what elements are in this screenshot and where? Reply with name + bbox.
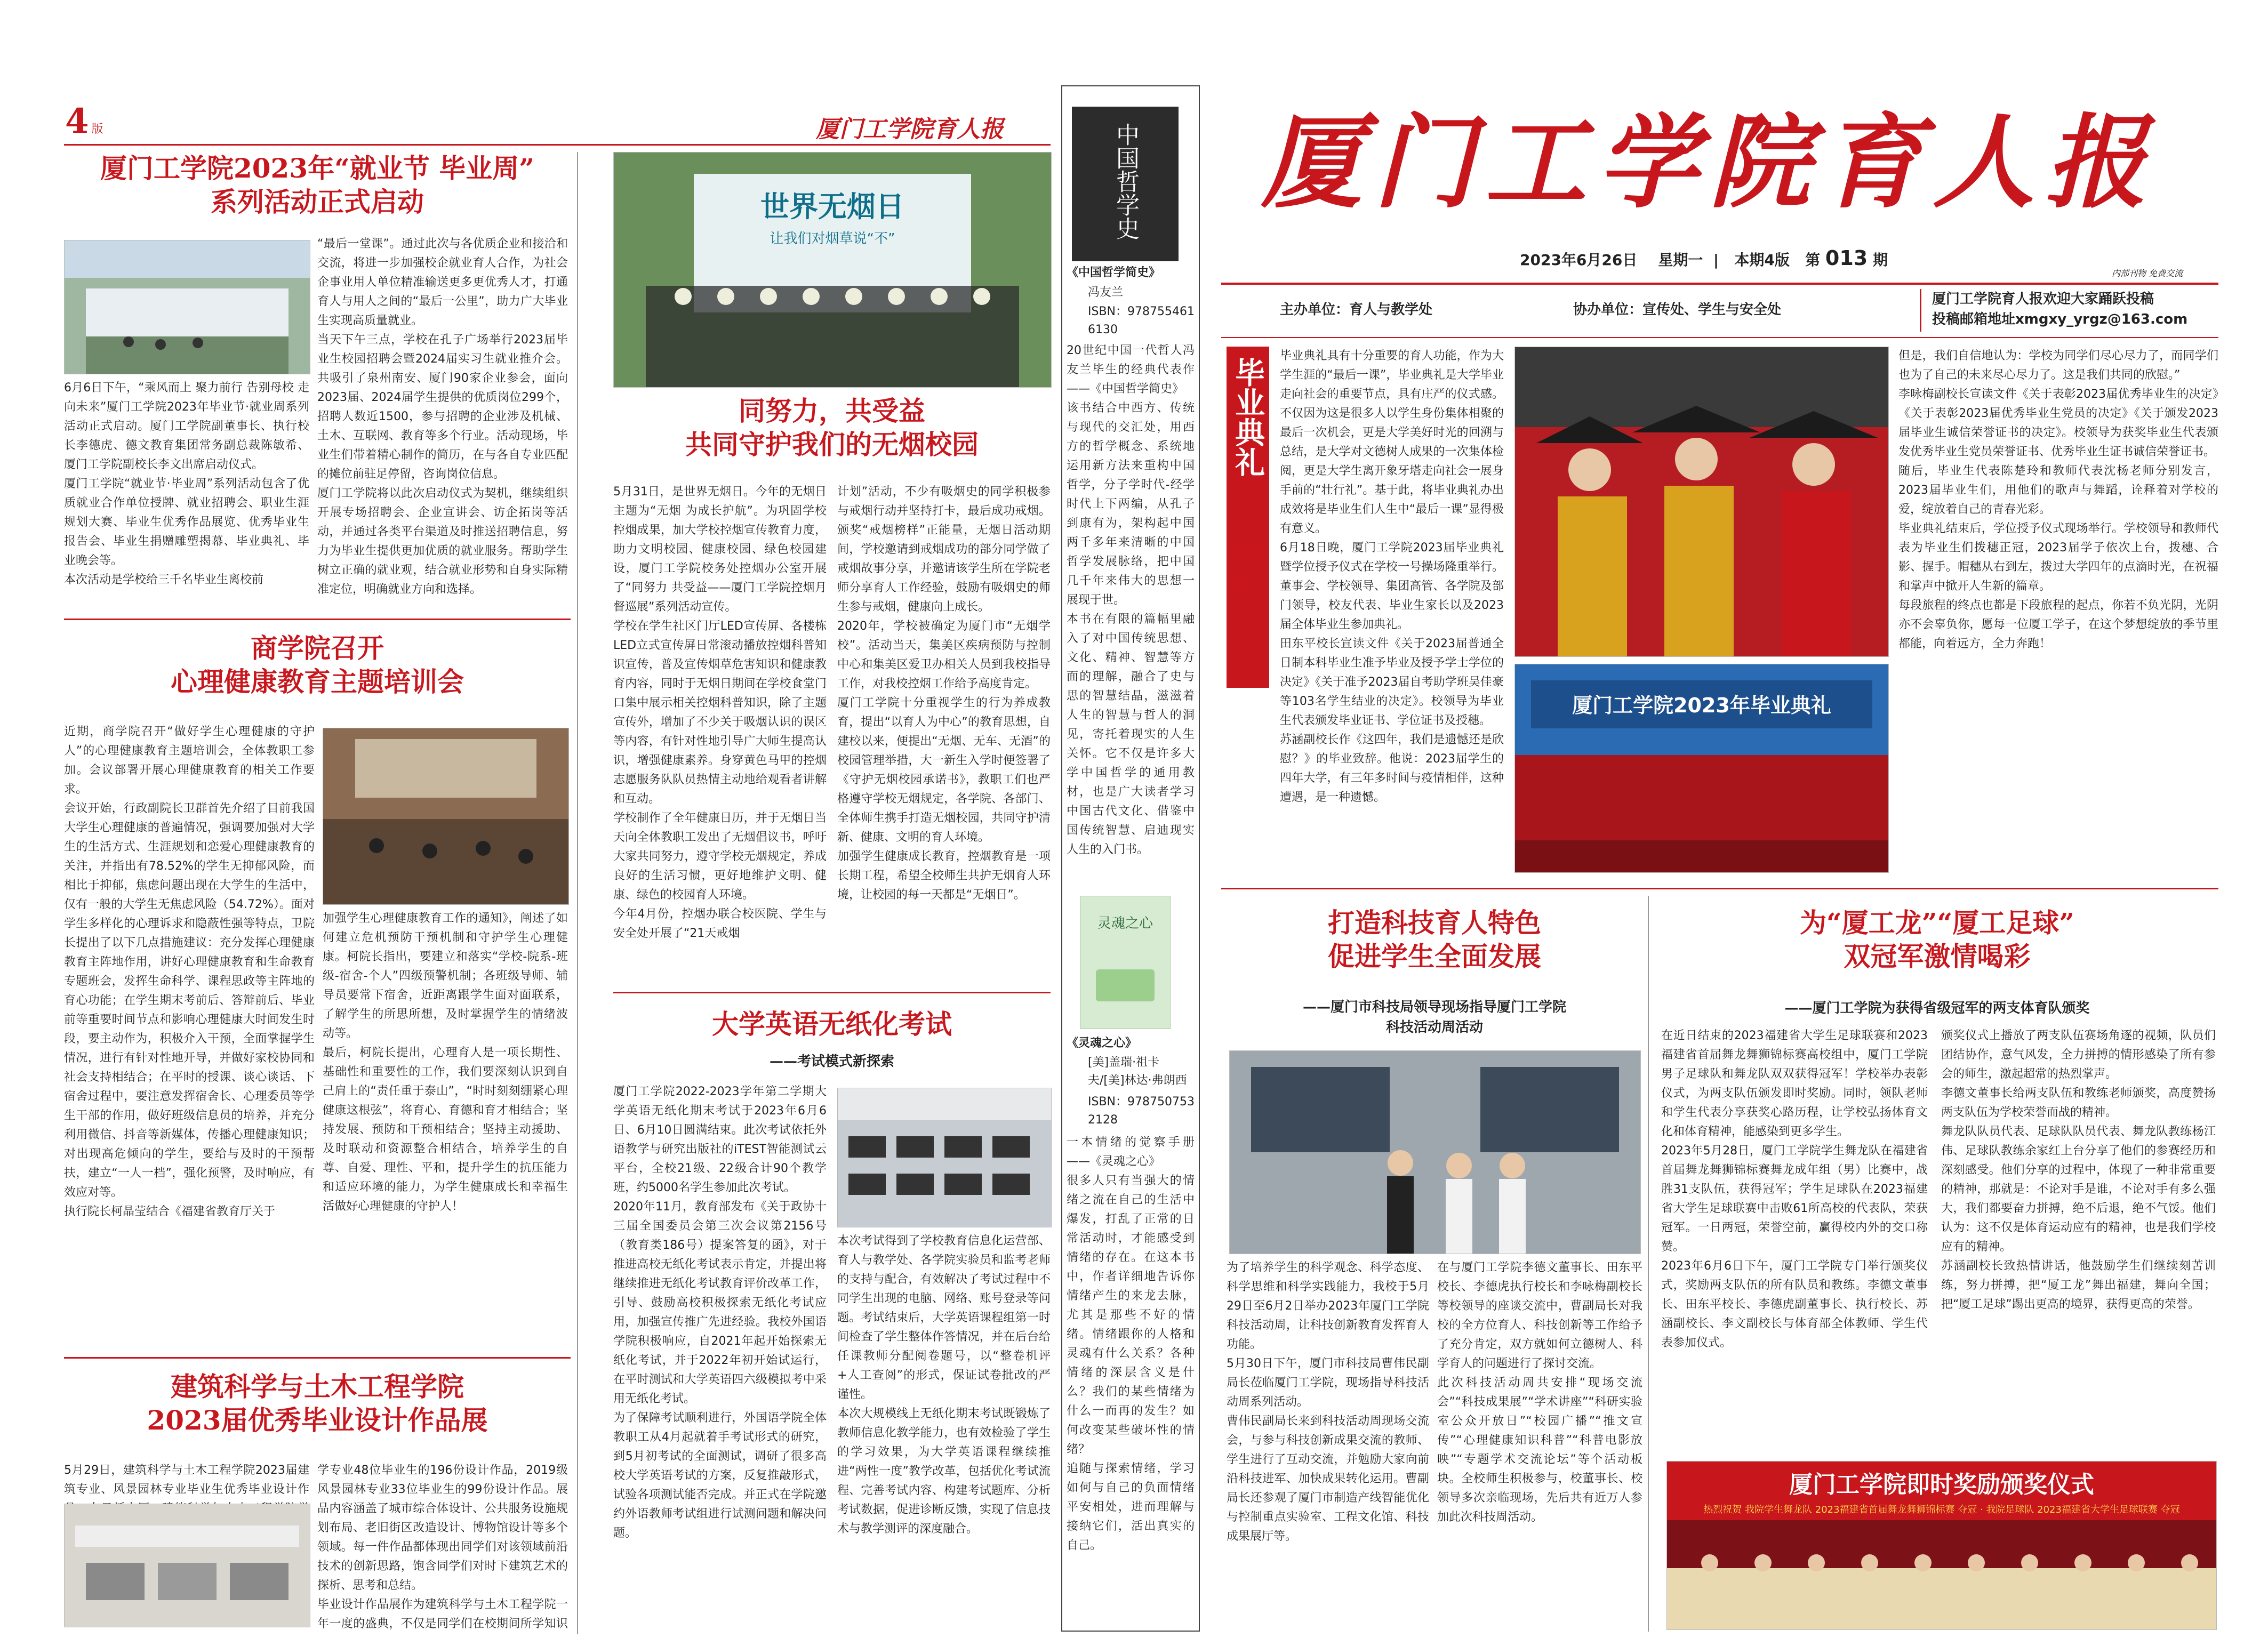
award-banner-subtitle: 热烈祝贺 我院学生舞龙队 2023福建省首届舞龙舞狮锦标赛 夺冠 · 我院足球队 2023福建省大学生足球联赛 夺冠 [1703, 1504, 2180, 1515]
award-banner-title: 厦门工学院即时奖励颁奖仪式 [1789, 1471, 2094, 1498]
book-isbn: ISBN：9787507532128 [1088, 1095, 1195, 1127]
article-body: 为了培养学生的科学观念、科学态度、科学思维和科学实践能力，我校于5月29日至6月2日举办2023年厦门工学院科技活动周，让科技创新教育发挥育人功能。 5月30日下午，厦门市科技局曹伟民副局长莅临厦门工学院，现场指导科技活动周系列活动。 曹伟民副局长来到科技活动周现场交流会，与参与科技创新成果交流的教师、学生进行了互动交流，并勉励大家向前沿科技进军、加快成果转化运用。曹副局长还参观了厦门市制造产线智能优化与控制重点实验室、工程文化馆、科技成果展厅等。 [1227, 1261, 1429, 1543]
issue-date: 2023年6月26日 [1520, 251, 1638, 269]
book-cover-chinese-philosophy: 中国哲学史 [1072, 107, 1179, 261]
book-review: 一本情绪的觉察手册——《灵魂之心》 很多人只有当强大的情绪之流在自己的生活中爆发，打乱了正常的日常活动时，才能感受到情绪的存在。在这本书中，作者详细地告诉你情绪产生的来龙去脉，尤其是那些不好的情绪。情绪跟你的人格和灵魂有什么关系？各种情绪的深层含义是什么？我们的某些情绪为什么一而再的发生？如何改变某些破坏性的情绪？ 追随与探索情绪，学习如何与自己的负面情绪平安相处，进而理解与接纳它们，活出真实的自己。 [1067, 1136, 1195, 1552]
divider [1221, 888, 2218, 889]
article-body: 5月29日，建筑科学与土木工程学院2023届建筑专业、风景园林专业毕业生优秀毕业设计作 [64, 1464, 309, 1496]
header-rule [64, 144, 1051, 146]
photo-training-meeting [323, 728, 569, 905]
issue-info: 2023年6月26日 星期一 | 本期4版 第 013 期 [1520, 246, 1888, 270]
vertical-title-graduation: 毕业典礼 [1227, 347, 1269, 688]
contribution-notice: 厦门工学院育人报欢迎大家踊跃投稿 投稿邮箱地址xmgxy_yrgz@163.com [1920, 289, 2218, 332]
article-title-design-exhibition: 建筑科学与土木工程学院 2023届优秀毕业设计作品展 [147, 1371, 488, 1436]
photo-no-smoking-group [613, 152, 1052, 388]
book-author: 冯友兰 [1088, 286, 1124, 299]
article-body: 近期，商学院召开“做好学生心理健康的守护人”的心理健康教育主题培训会，全体教职工参加。会议部署开展心理健康教育的相关工作要求。 会议开始，行政副院长卫群首先介绍了目前我国大学生心理健康的普遍情况，强调要加强对大学生的生活方式、生涯规划和恋爱心理健康教育的关注，并指出有78.52%的学生无抑郁风险，而相比于抑郁，焦虑问题出现在大学生的生活中，仅有一般的大学生无焦虑风险（54.72%）。面对学生多样化的心理诉求和隐蔽性强等特点，卫院长提出了以下几点措施建议：充分发挥心理健康教育主阵地作用，讲好心理健康教育和生命教育专题班会，发挥生命科学、课程思政等主阵地的育心功能；在学生期末考前后、答辩前后、毕业前等重要时间节点和影响心理健康大时间发生时段，要主动作为，积极介入干预，全面掌握学生情况，进行有针对性地开导，并做好家校协同和社会支持相结合；在平时的授课、谈心谈话、下宿舍过程中，要注意发挥宿舍长、心理委员等学生干部的作用，做好班级信息员的培养，并充分利用微信、抖音等新媒体，传播心理健康知识；对出现高危倾向的学生，要给与及时的干预帮扶，建立“一人一档”，强化预警，及时响应，有效应对等。 执行院长柯晶莹结合《福建省教育厅关于 [64, 725, 315, 1218]
graduation-banner-text: 厦门工学院2023年毕业典礼 [1572, 694, 1831, 717]
article-body: 5月31日，是世界无烟日。今年的无烟日主题为“无烟 为成长护航”。为巩固学校控烟成果，加大学校控烟宣传教育力度，助力文明校园、健康校园、绿色校园建设，厦门工学院校务处控烟办公室开展了“同努力 共受益——厦门工学院控烟月督巡展”系列活动宣传。 学校在学生社区门厅LED宣传屏、各楼栋LED立式宣传屏日常滚动播放控烟科普知识宣传，普及宣传烟草危害知识和健康教育内容，同时于无烟日期间在学校食堂门口集中展示相关控烟科普知识，除了主题宣传外，增加了不少关于吸烟认识的误区等内容，有针对性地引导广大师生提高认识，增强健康素养。身穿黄色马甲的控烟志愿服务队队员热情主动地给观看者讲解和互动。 学校制作了全年健康日历，并于无烟日当天向全体教职工发出了无烟倡议书，呼吁大家共同努力，遵守学校无烟规定，养成良好的生活习惯，更好地维护文明、健康、绿色的校园育人环境。 今年4月份，控烟办联合校医院、学生与安全处开展了“21天戒烟 [613, 485, 827, 940]
cohost-unit: 协办单位：宣传处、学生与安全处 [1573, 302, 1782, 318]
article-subtitle: ——考试模式新探索 [769, 1054, 894, 1070]
book-isbn: ISBN：9787554616130 [1088, 305, 1195, 336]
photo-job-fair-opening [64, 240, 310, 374]
book-cover-heart-of-soul: 灵魂之心 [1080, 896, 1171, 1029]
article-title-no-smoking: 同努力，共受益 共同守护我们的无烟校园 [685, 395, 979, 460]
photo-award-ceremony [1666, 1461, 2217, 1630]
article-title-employment-week: 厦门工学院2023年“就业节 毕业周” 系列活动正式启动 [100, 152, 535, 218]
small-masthead: 厦门工学院育人报 [816, 116, 1004, 142]
article-body: 本次考试得到了学校教育信息化运营部、育人与教学处、各学院实验员和监考老师的支持与配合，有效解决了考试过程中不同学生出现的电脑、网络、账号登录等问题。考试结束后，大学英语课程组第一时间检查了学生整体作答情况，并在后台给任课教师分配阅卷题号，以“整卷机评+人工查阅”的形式，保证试卷批改的严谨性。 本次大规模线上无纸化期末考试既锻炼了教师信息化教学能力，也有效检验了学生的学习效果，为大学英语课程继续推进“两性一度”教学改革，包括优化考试流程、完善考试内容、构建考试题库、分析考试数据，促进诊断反馈，实现了信息技术与教学测评的深度融合。 [837, 1234, 1051, 1536]
article-title-double-champion: 为“厦工龙”“厦工足球” 双冠军激情喝彩 [1799, 907, 2075, 972]
book-title: 《中国哲学简史》 [1067, 266, 1161, 279]
issue-weekday: 星期一 [1658, 251, 1703, 269]
article-body: 加强学生心理健康教育工作的通知》，阐述了如何建立危机预防干预机制和守护学生心理健康。柯院长指出，要建立和落实“学校-院系-班级-宿舍-个人”四级预警机制；各班级导师、辅导员要常下宿舍，近距离跟学生面对面联系，了解学生的所思所想，及时掌握学生的情绪波动等。 最后，柯院长提出，心理育人是一项长期性、基础性和重要性的工作，我们要深刻认识到自己肩上的“责任重于泰山”，“时时刻刻绷紧心理健康这根弦”，将育心、育德和育才相结合；坚持发展、预防和干预相结合；坚持主动援助、及时联动和资源整合相结合，培养学生的自尊、自爱、理性、平和，提升学生的抗压能力和适应环境的能力，为学生健康成长和幸福生活做好心理健康的守护人！ [323, 912, 568, 1213]
host-unit: 主办单位：育人与教学处 [1280, 302, 1433, 318]
photo-graduation-ceremony [1514, 347, 1889, 657]
article-title-paperless-exam: 大学英语无纸化考试 [712, 1008, 952, 1040]
no-smoking-banner-sub: 让我们对烟草说“不” [770, 231, 895, 247]
book-title: 《灵魂之心》 [1067, 1037, 1137, 1050]
masthead-title: 厦门工学院育人报 [1261, 103, 2157, 222]
column-divider [1648, 896, 1649, 1632]
column-divider [577, 152, 578, 1634]
issue-pages: 本期4版 [1734, 251, 1790, 269]
divider [64, 1357, 571, 1359]
page-number: 4 版 [65, 101, 103, 141]
article-title-mental-health: 商学院召开 心理健康教育主题培训会 [171, 632, 464, 697]
masthead-tags: 内部刊物 免费交流 [2112, 268, 2183, 278]
vertical-title-last-lesson: 大学最后一课 [1230, 480, 1265, 659]
article-body: 厦门工学院2022-2023学年第二学期大学英语无纸化期末考试于2023年6月6日、6月10日圆满结束。此次考试依托外语教学与研究出版社的iTEST智能测试云平台，全校21级、22级合计90个教学班，约5000名学生参加此次考试。 2020年11月，教育部发布《关于政协十三届全国委员会第三次会议第2156号（教育类186号）提案答复的函》，对于推进高校无纸化考试表示肯定，并提出将继续推进无纸化考试教育评价改革工作，引导、鼓励高校积极探索无纸化考试应用，加强宣传推广先进经验。我校外国语学院积极响应，自2021年起开始探索无纸化考试，并于2022年初开始试运行，在平时测试和大学英语四六级模拟考中采用无纸化考试。 为了保障考试顺利进行，外国语学院全体教职工从4月起就着手考试形式的研究，到5月初考试的全面测试，调研了很多高校大学英语考试的方案，反复推敲形式，试验各项测试能否完成。并正式在学院邀约外语教师考试组进行试测问题和解决问题。 [613, 1085, 827, 1540]
masthead-rule [1221, 283, 2218, 285]
photo-computer-exam-room [837, 1088, 1052, 1227]
book-review: 20世纪中国一代哲人冯友兰毕生的经典代表作——《中国哲学简史》 该书结合中西方、传统与现代的交汇处，用西方的哲学概念、系统地运用新方法来重构中国哲学，分子学时代-经学时代上下两编，从孔子到康有为，架构起中国两千多年来清晰的中国哲学发展脉络，把中国几千年来伟大的思想一展现于世。 本书在有限的篇幅里融入了对中国传统思想、文化、精神、智慧等方面的理解，融合了史与思的智慧结晶，滋滋着人生的智慧与哲人的洞见，寄托着现实的人生关怀。它不仅是许多大学中国哲学的通用教材，也是广大读者学习中国古代文化、借鉴中国传统智慧、启迪现实人生的入门书。 [1067, 344, 1195, 856]
article-subtitle: ——厦门市科技局领导现场指导厦门工学院 科技活动周活动 [1302, 999, 1566, 1035]
divider [64, 619, 571, 620]
article-body: 毕业典礼具有十分重要的育人功能，作为大学生涯的“最后一课”，毕业典礼是大学毕业走向社会的重要节点，具有庄严的仪式感。不仅因为这是很多人以学生身份集体相聚的最后一次机会，更是大学美好时光的回溯与总结，是大学对文德树人成果的一次集体检阅，更是大学生离开象牙塔走向社会一展身手前的“壮行礼”。基于此，将毕业典礼办出成效将是毕业生们人生中“最后一课”显得极有意义。 6月18日晚，厦门工学院2023届毕业典礼暨学位授予仪式在学校一号操场隆重举行。董事会、学校领导、集团高管、各学院及部门领导，校友代表、毕业生家长以及2023届全体毕业生参加典礼。 田东平校长宣读文件《关于2023届普通全日制本科毕业生准予毕业及授予学士学位的决定》《关于准予2023届自考助学班吴佳豪等103名学生结业的决定》。校领导为毕业生代表颁发毕业证书、学位证书及授穗。 苏涵副校长作《这四年，我们是遗憾还是欣慰？》的毕业致辞。他说：2023届学生的四年大学，有三年多时间与疫情相伴，这种遭遇，是一种遗憾。 [1280, 349, 1504, 804]
article-body: 6月6日下午，“乘风而上 聚力前行 告别母校 走向未来”厦门工学院2023年毕业节·就业周系列活动正式启动。厦门工学院副董事长、执行校长李德虎、德文教育集团常务副总裁陈敏希、厦门工学院副校长李文出席启动仪式。 厦门工学院“就业节·毕业周”系列活动包含了优质就业合作单位授牌、就业招聘会、职业生涯规划大赛、毕业生优秀作品展览、优秀毕业生报告会、毕业生捐赠雕塑揭幕、毕业典礼、毕业晚会等。 本次活动是学校给三千名毕业生离校前 [64, 381, 309, 587]
photo-science-week-visit [1229, 1050, 1641, 1254]
article-body: 颁奖仪式上播放了两支队伍赛场角逐的视频，队员们团结协作，意气风发，全力拼搏的情形感染了所有参会的师生，激起超常的热烈掌声。 李德文董事长给两支队伍和教练老师颁奖，高度赞扬两支队伍为学校荣誉而战的精神。 舞龙队队员代表、足球队队员代表、舞龙队教练杨江伟、足球队教练余家红上台分享了他们的参赛经历和深刻感受。他们分享的过程中，体现了一种非常重要的精神，那就是：不论对手是谁，不论对手有多么强大，我们都要奋力拼搏，绝不后退，绝不气馁。他们认为：这不仅是体育运动应有的精神，也是我们学校应有的精神。 苏涵副校长致热情讲话，他鼓励学生们继续刻苦训练，努力拼搏，把“厦工龙”舞出福建，舞向全国；把“厦工足球”踢出更高的境界，获得更高的荣誉。 [1941, 1029, 2216, 1311]
article-body: 在与厦门工学院李德文董事长、田东平校长、李德虎执行校长和李咏梅副校长等校领导的座谈交流中，曹副局长对我校的全方位育人、科技创新等工作给予了充分肯定，双方就如何立德树人、科学育人的问题进行了探讨交流。 此次科技活动周共安排“现场交流会”“科技成果展”“学术讲座”“科研实验室公众开放日”“校园广播”“推文宣传”“心理健康知识科普”“科普电影放映”“专题学术交流论坛”等个活动板块。全校师生积极参与，校董事长、校领导多次亲临现场，先后共有近万人参加此次科技周活动。 [1437, 1261, 1642, 1524]
photo-graduation-group [1514, 664, 1889, 873]
article-body: 计划”活动，不少有吸烟史的同学积极参与戒烟行动并坚持打卡，最后成功戒烟。颁奖“戒烟榜样”正能量，无烟日活动期间，学校邀请到戒烟成功的部分同学做了戒烟故事分享，并邀请该学生所在学院老师分享育人工作经验，鼓励有吸烟史的师生参与戒烟，健康向上成长。 2020年，学校被确定为厦门市“无烟学校”。活动当天，集美区疾病预防与控制中心和集美区爱卫办相关人员到我校指导工作，对我校控烟工作给予高度肯定。 厦门工学院十分重视学生的行为养成教育，提出“以育人为中心”的教育思想，自建校以来，便提出“无烟、无车、无酒”的校园管理举措，大一新生入学时便签署了《守护无烟校园承诺书》，教职工们也严格遵守学校无烟规定，各学院、各部门、全体师生携手打造无烟校园，共同守护清新、健康、文明的育人环境。 加强学生健康成长教育，控烟教育是一项长期工程，希望全校师生共护无烟育人环境，让校园的每一天都是“无烟日”。 [837, 485, 1051, 902]
divider [1221, 337, 2218, 338]
no-smoking-banner-title: 世界无烟日 [760, 190, 904, 223]
issue-number: 013 [1825, 246, 1868, 270]
book-author: [美]盖瑞·祖卡夫/[美]林达·弗朗西 [1088, 1056, 1187, 1087]
article-body: 但是，我们自信地认为：学校为同学们尽心尽力了，而同学们也为了自己的未来尽心尽力了。这是我们共同的欣慰。” 李咏梅副校长宣读文件《关于表彰2023届优秀毕业生的决定》《关于表彰2023届优秀毕业生党员的决定》《关于颁发2023届毕业生诚信荣誉证书的决定》。校领导为获奖毕业生代表颁发优秀毕业生党员荣誉证书、优秀毕业生证书诚信荣誉证书。 随后，毕业生代表陈楚玲和教师代表沈杨老师分别发言，2023届毕业生们，用他们的歌声与舞蹈，诠释着对学校的爱，绽放着自己的青春光彩。 毕业典礼结束后，学位授予仪式现场举行。学校领导和教师代表为毕业生们拨穗正冠，2023届学子依次上台，拨穗、合影、握手。帽穗从右到左，拨过大学四年的点滴时光，在祝福和掌声中掀开人生新的篇章。 每段旅程的终点也都是下段旅程的起点，你若不负光阴，光阴亦不会辜负你，愿每一位厦工学子，在这个梦想绽放的季节里都能，向着远方，全力奔跑！ [1898, 349, 2218, 651]
divider [613, 992, 1051, 993]
article-body: “最后一堂课”。通过此次与各优质企业和接洽和交流，将进一步加强校企就业育人合作，为社会企事业用人单位精准输送更多更优秀人才，打通育人与用人之间的“最后一公里”，助力广大毕业生实现高质量就业。 当天下午三点，学校在孔子广场举行2023届毕业生校园招聘会暨2024届实习生就业推介会。共吸引了泉州南安、厦门90家企业参会，面向2023届、2024届学生提供的优质岗位299个，招聘人数近1500，参与招聘的企业涉及机械、土木、互联网、教育等多个行业。活动现场，毕业生们带着精心制作的简历，在与各自专业匹配的摊位前驻足停留，咨询岗位信息。 厦门工学院将以此次启动仪式为契机，继续组织开展专场招聘会、企业宣讲会、访企拓岗等活动，并通过各类平台渠道及时推送招聘信息，努力为毕业生提供更加优质的就业服务。帮助学生树立正确的就业观，结合就业形势和自身实际精准定位，明确就业方向和选择。 [317, 237, 568, 596]
photo-exhibition-hall [64, 1504, 310, 1627]
article-body: 在近日结束的2023福建省大学生足球联赛和2023福建省首届舞龙舞狮锦标赛高校组中，厦门工学院男子足球队和舞龙队双双获得冠军！学校举办表彰仪式，为两支队伍颁发即时奖励。同时，领队老师和学生代表分享获奖心路历程，让学校弘扬体育文化和体育精神，能感染到更多学生。 2023年5月28日，厦门工学院学生舞龙队在福建省首届舞龙舞狮锦标赛舞龙成年组（男）比赛中，战胜31支队伍，获得冠军；学生足球队在2023福建省大学生足球联赛中击败61所高校的代表队，荣获冠军。一日两冠，荣誉空前，赢得校内外的交口称赞。 2023年6月6日下午，厦门工学院专门举行颁奖仪式，奖励两支队伍的所有队员和教练。李德文董事长、田东平校长、李德虎副董事长、执行校长、苏涵副校长、李文副校长与体育部全体教师、学生代表参加仪式。 [1661, 1029, 1928, 1350]
article-title-science-week: 打造科技育人特色 促进学生全面发展 [1328, 907, 1541, 972]
article-body: 学专业48位毕业生的196份设计作品，2019级风景园林专业33位毕业生的99份设计作品。展品内容涵盖了城市综合体设计、公共服务设施规划布局、老旧街区改造设计、博物馆设计等多个领域。每一件作品都体现出同学们对该领域前沿技术的创新思路，饱含同学们对时下建筑艺术的探析、思考和总结。 毕业设计作品展作为建筑科学与土木工程学院一年一度的盛典，不仅是同学们在校期间所学知识 [317, 1464, 568, 1631]
article-subtitle: ——厦门工学院为获得省级冠军的两支体育队颁奖 [1784, 1000, 2090, 1016]
